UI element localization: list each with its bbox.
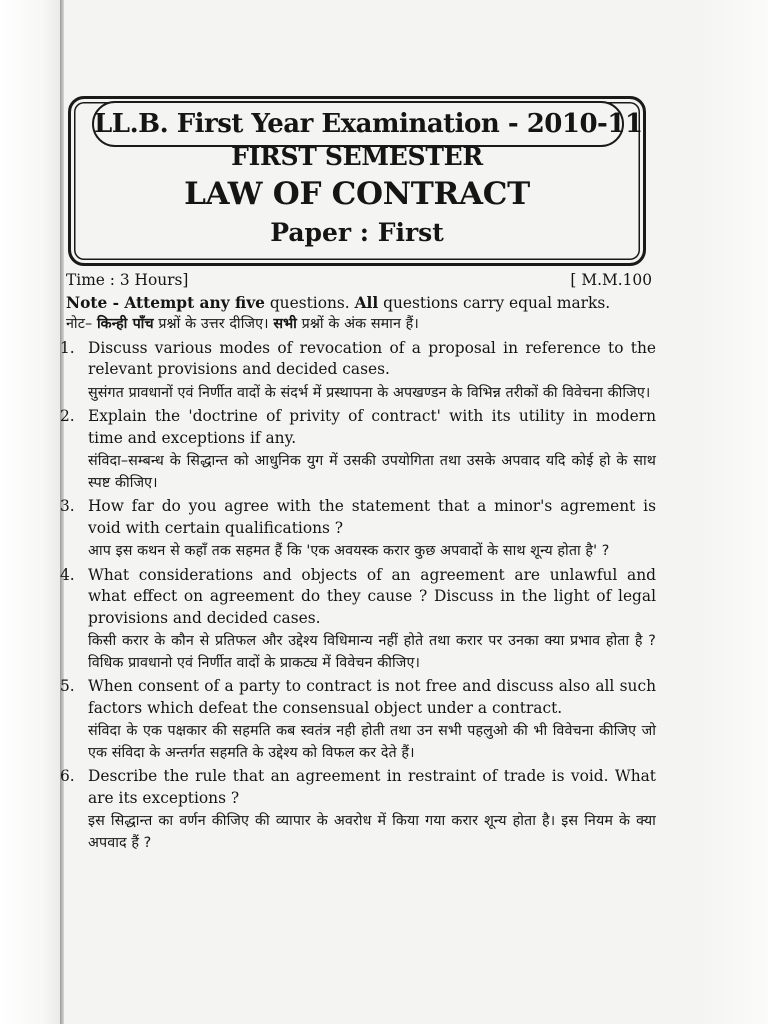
note-english (66, 293, 656, 315)
question-number: 6. (60, 767, 75, 785)
question-4 (60, 565, 656, 675)
question-1 (60, 338, 656, 405)
question-text-english: When consent of a party to contract is not free and discuss also all such factors which defeat the consensual object under a contract. (88, 677, 656, 717)
question-number: 5. (60, 677, 75, 695)
note-en-bold1: any five (199, 293, 265, 312)
question-text-english: What considerations and objects of an agreement are unlawful and what effect on agreement do they cause ? Discuss in the light of legal provisions and decided cases. (88, 565, 656, 627)
question-3 (60, 496, 656, 563)
paper-heading: Paper : First (270, 218, 444, 247)
note-hi-bold2: सभी (273, 316, 297, 332)
semester-heading: FIRST SEMESTER (231, 142, 483, 171)
question-number: 1. (60, 338, 75, 357)
question-text-hindi: इस सिद्धान्त का वर्णन कीजिए की व्यापार के अवरोध में किया गया करार शून्य होता है। इस नियम के क्या अपवाद हैं ? (88, 813, 656, 851)
question-text-english: Explain the 'doctrine of privity of contract' with its utility in modern time and exceptions if any. (88, 407, 656, 447)
note-hi-bold: किन्ही पाँच (96, 316, 154, 332)
note-hindi (66, 314, 656, 336)
question-text-hindi: किसी करार के कौन से प्रतिफल और उद्देश्य विधिमान्य नहीं होते तथा करार पर उनका क्या प्रभाव होता है ? विधिक प्रावधानो एवं निर्णीत वादों के प्राकट्य में विवेचन कीजिए। (88, 633, 656, 671)
question-number: 2. (60, 407, 75, 425)
note-en-mid: questions. (264, 293, 355, 312)
max-marks: [ M.M.100 (570, 271, 652, 289)
note-hi-prefix: नोट– (66, 316, 97, 332)
time-allowed: Time : 3 Hours] (66, 271, 189, 289)
question-text-english: Discuss various modes of revocation of a proposal in reference to the relevant provisions and decided cases. (88, 338, 656, 378)
page-margin (0, 0, 62, 1024)
question-6 (60, 766, 656, 854)
question-text-hindi: संविदा–सम्बन्ध के सिद्धान्त को आधुनिक युग में उसकी उपयोगिता तथा उसके अपवाद यदि कोई हो के साथ स्पष्ट कीजिए। (88, 453, 656, 491)
question-number: 3. (60, 497, 75, 515)
question-text-english: Describe the rule that an agreement in restraint of trade is void. What are its exceptions ? (88, 767, 656, 807)
note-en-suffix: questions carry equal marks. (378, 293, 611, 312)
exam-meta (66, 270, 656, 292)
note-hi-mid: प्रश्नों के उत्तर दीजिए। (153, 316, 274, 332)
question-text-hindi: सुसंगत प्रावधानों एवं निर्णीत वादों के संदर्भ में प्रस्थापना के अपखण्डन के विभिन्न तरीकों की विवेचना कीजिए। (88, 384, 651, 401)
note-en-prefix: Note - Attempt (66, 293, 200, 312)
note-hi-suffix: प्रश्नों के अंक समान हैं। (296, 316, 419, 332)
exam-title: LL.B. First Year Examination - 2010-11 (92, 101, 624, 147)
question-5 (60, 676, 656, 764)
question-number: 4. (60, 565, 75, 584)
question-paper-body (60, 270, 656, 854)
question-2 (60, 406, 656, 494)
note-en-bold2: All (354, 293, 379, 312)
question-text-hindi: आप इस कथन से कहाँ तक सहमत हैं कि 'एक अवयस्क करार कुछ अपवादों के साथ शून्य होता है' ? (88, 543, 610, 559)
question-text-hindi: संविदा के एक पक्षकार की सहमति कब स्वतंत्र नही होती तथा उन सभी पहलुओ की भी विवेचना कीजिए जो एक संविदा के अन्तर्गत सहमति के उद्देश्य को विफल कर देते हैं। (88, 723, 656, 761)
subject-heading: LAW OF CONTRACT (184, 176, 530, 212)
question-text-english: How far do you agree with the statement that a minor's agrement is void with certain qualifications ? (88, 497, 656, 537)
page-right-shade (698, 0, 768, 1024)
